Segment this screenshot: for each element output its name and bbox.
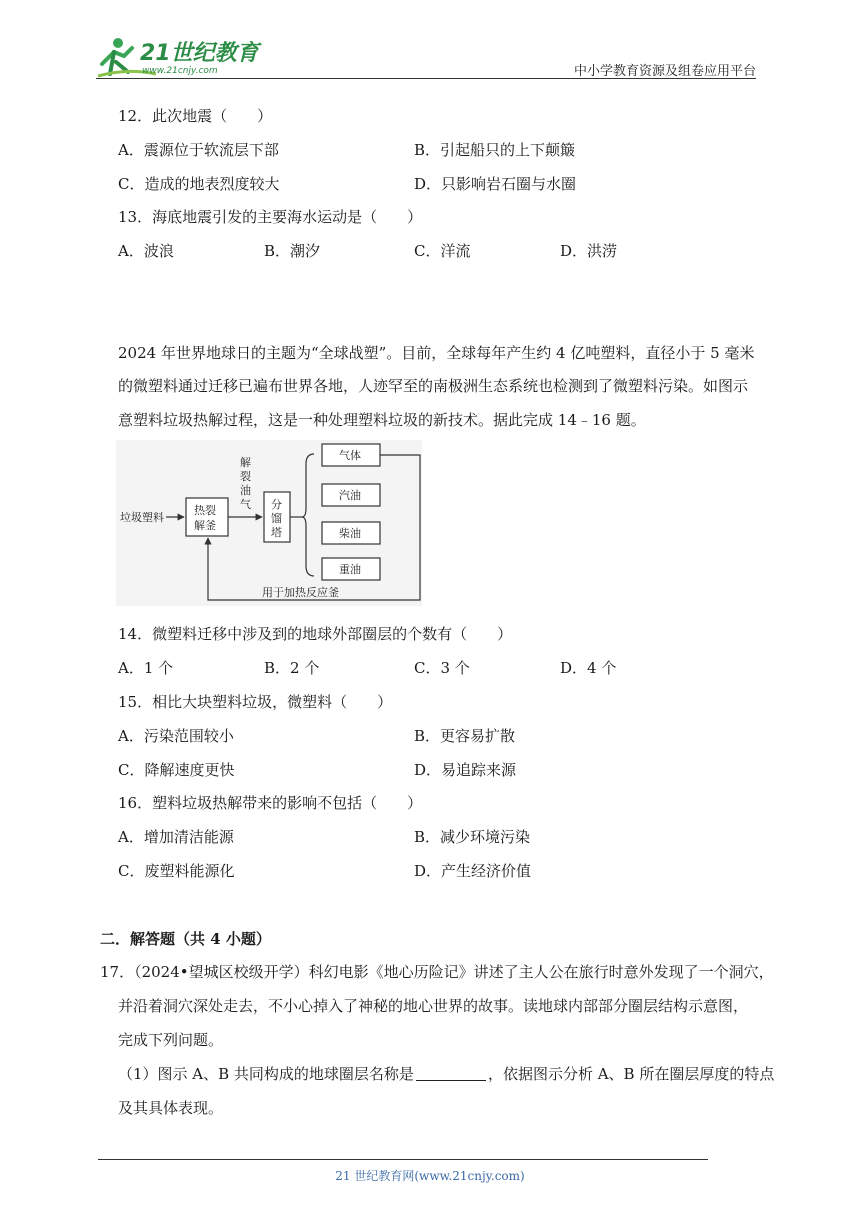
q16-option-a[interactable]: A．增加清洁能源 [118,828,234,846]
feedback-label: 用于加热反应釜 [262,586,339,599]
q12-option-d[interactable]: D．只影响岩石圈与水圈 [414,175,577,193]
q13-option-b[interactable]: B．潮汐 [264,242,321,260]
q12-option-a[interactable]: A．震源位于软流层下部 [118,141,279,159]
gas-char-4: 气 [240,498,251,511]
reactor-label-1: 热裂 [194,504,216,517]
gas-char-2: 裂 [240,470,251,483]
product-heavy-oil: 重油 [339,563,361,576]
passage-line-1: 2024 年世界地球日的主题为“全球战塑”。目前，全球每年产生约 4 亿吨塑料，直径小于 5 毫米 [118,344,755,362]
q15-option-c[interactable]: C．降解速度更快 [118,761,235,779]
q17-line-1: 17．（2024•望城区校级开学）科幻电影《地心历险记》讲述了主人公在旅行时意外发现了一个洞穴， [100,963,774,981]
q13-option-a[interactable]: A．波浪 [118,242,174,260]
q15-option-d[interactable]: D．易追踪来源 [414,761,517,779]
site-name: 中小学教育资源及组卷应用平台 [573,64,756,79]
q16-option-d[interactable]: D．产生经济价值 [414,862,532,880]
footer-divider [98,1159,708,1160]
reactor-label-2: 解釜 [194,519,216,532]
q17-line-2: 并沿着洞穴深处走去，不小心掉入了神秘的地心世界的故事。读地球内部部分圈层结构示意图， [118,997,749,1015]
question-12-stem: 12．此次地震（ ） [118,107,273,125]
logo-text: 21世纪教育 [140,41,259,66]
q17-sub1-before: （1）图示 A、B 共同构成的地球圈层名称是 [118,1065,414,1083]
logo-url: www.21cnjy.com [142,66,218,76]
footer-text[interactable]: 21 世纪教育网(www.21cnjy.com) [335,1169,525,1183]
product-gasoline: 汽油 [339,489,361,502]
site-logo [96,34,266,80]
q15-option-a[interactable]: A．污染范围较小 [118,727,234,745]
question-14-stem: 14．微塑料迁移中涉及到的地球外部圈层的个数有（ ） [118,625,513,643]
q14-option-d[interactable]: D．4 个 [560,659,617,677]
diagram-input-label: 垃圾塑料 [120,511,164,524]
gas-char-1: 解 [240,456,251,469]
passage-line-2: 的微塑料通过迁移已遍布世界各地，人迹罕至的南极洲生态系统也检测到了微塑料污染。如图示 [118,377,749,395]
pyrolysis-diagram [116,440,422,606]
q17-line-3: 完成下列问题。 [118,1031,224,1049]
q17-sub1-after: ，依据图示分析 A、B 所在圈层厚度的特点 [487,1065,775,1083]
q14-option-b[interactable]: B．2 个 [264,659,320,677]
q17-sub1-line-1 [118,1064,774,1084]
q14-option-c[interactable]: C．3 个 [414,659,470,677]
question-16-stem: 16．塑料垃圾热解带来的影响不包括（ ） [118,794,423,812]
tower-char-1: 分 [271,498,282,511]
product-diesel: 柴油 [339,527,361,540]
q13-option-c[interactable]: C．洋流 [414,242,471,260]
passage-line-3: 意塑料垃圾热解过程，这是一种处理塑料垃圾的新技术。据此完成 14﹣16 题。 [118,411,646,429]
q15-option-b[interactable]: B．更容易扩散 [414,727,516,745]
question-13-stem: 13．海底地震引发的主要海水运动是（ ） [118,208,423,226]
question-15-stem: 15．相比大块塑料垃圾，微塑料（ ） [118,693,393,711]
answer-blank[interactable] [416,1066,486,1081]
header-divider [96,78,756,79]
q16-option-b[interactable]: B．减少环境污染 [414,828,531,846]
section-2-title: 二．解答题（共 4 小题） [100,930,271,948]
tower-char-2: 馏 [271,512,282,525]
tower-char-3: 塔 [271,526,282,539]
q17-sub1-line-2: 及其具体表现。 [118,1099,224,1117]
gas-char-3: 油 [240,484,251,497]
q12-option-b[interactable]: B．引起船只的上下颠簸 [414,141,576,159]
product-gas: 气体 [339,449,361,462]
q12-option-c[interactable]: C．造成的地表烈度较大 [118,175,280,193]
q13-option-d[interactable]: D．洪涝 [560,242,618,260]
q16-option-c[interactable]: C．废塑料能源化 [118,862,235,880]
q14-option-a[interactable]: A．1 个 [118,659,174,677]
